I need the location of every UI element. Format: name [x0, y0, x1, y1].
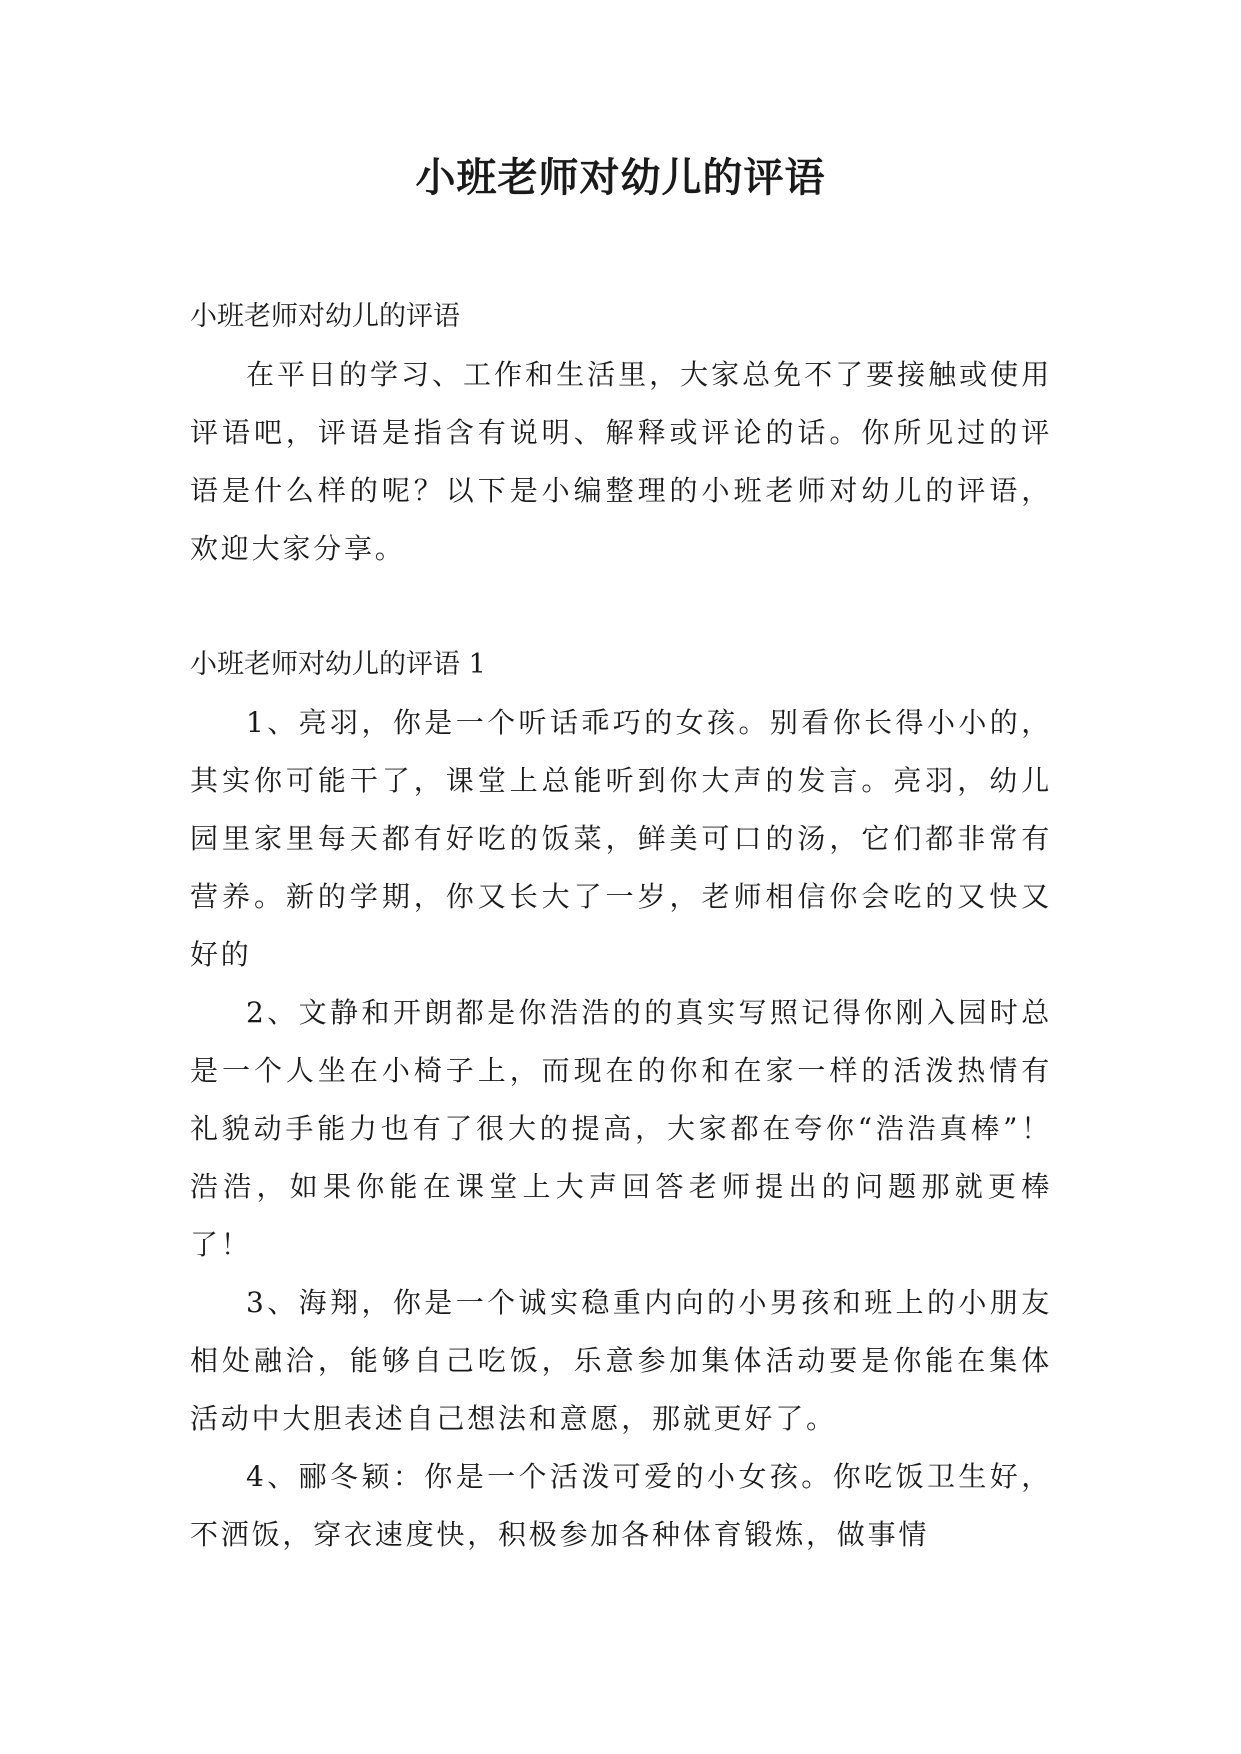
comment-item-1: 1、亮羽，你是一个听话乖巧的女孩。别看你长得小小的，其实你可能干了，课堂上总能听到你大声的发言。亮羽，幼儿园里家里每天都有好吃的饭菜，鲜美可口的汤，它们都非常有营养。新的学期，你又长大了一岁，老师相信你会吃的又快又好的 [190, 706, 1052, 971]
paragraph-spacer [190, 578, 1052, 636]
intro-paragraph: 在平日的学习、工作和生活里，大家总免不了要接触或使用评语吧，评语是指含有说明、解释或评论的话。你所见过的评语是什么样的呢？以下是小编整理的小班老师对幼儿的评语，欢迎大家分享。 [190, 358, 1052, 565]
intro-heading: 小班老师对幼儿的评语 [190, 301, 460, 332]
document-body [190, 288, 1052, 1564]
comment-item-3: 3、海翔，你是一个诚实稳重内向的小男孩和班上的小朋友相处融洽，能够自己吃饭，乐意参加集体活动要是你能在集体活动中大胆表述自己想法和意愿，那就更好了。 [190, 1286, 1052, 1435]
section-heading: 小班老师对幼儿的评语 1 [190, 649, 486, 680]
comment-item-2: 2、文静和开朗都是你浩浩的的真实写照记得你刚入园时总是一个人坐在小椅子上，而现在的你和在家一样的活泼热情有礼貌动手能力也有了很大的提高，大家都在夸你“浩浩真棒”！浩浩，如果你能在课堂上大声回答老师提出的问题那就更棒了！ [190, 996, 1052, 1261]
document-title: 小班老师对幼儿的评语 [415, 154, 826, 201]
comment-item-4: 4、郦冬颖：你是一个活泼可爱的小女孩。你吃饭卫生好，不洒饭，穿衣速度快，积极参加各种体育锻炼，做事情 [190, 1460, 1052, 1551]
